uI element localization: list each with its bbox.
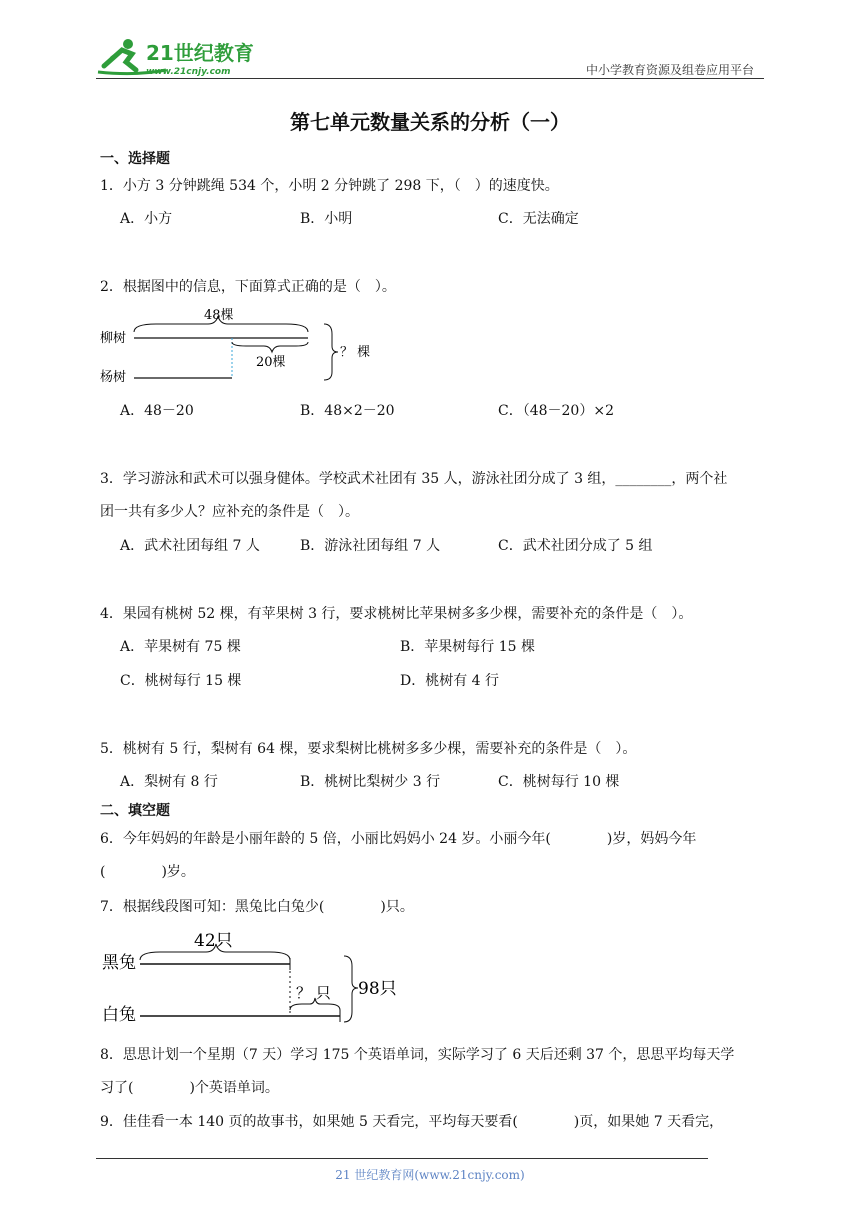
section-fill: 二、填空题 <box>100 803 170 819</box>
q1-option-c: C．无法确定 <box>498 211 579 227</box>
q3-option-b: B．游泳社团每组 7 人 <box>300 538 441 554</box>
footer-text: 21 世纪教育网(www.21cnjy.com) <box>335 1168 525 1182</box>
q3-option-a: A．武术社团每组 7 人 <box>120 538 260 554</box>
question-5: 5．桃树有 5 行，梨树有 64 棵，要求梨树比桃树多多少棵，需要补充的条件是（ ）。 <box>100 741 637 757</box>
page-title: 第七单元数量关系的分析（一） <box>290 110 570 134</box>
footer-divider <box>96 1158 708 1159</box>
q2-label-diff: 20棵 <box>256 355 286 370</box>
q1-option-b: B．小明 <box>300 211 353 227</box>
q7-label-question: ？ 只 <box>296 984 331 1002</box>
q2-option-c: C．（48－20）×2 <box>498 403 614 419</box>
question-4: 4．果园有桃树 52 棵，有苹果树 3 行，要求桃树比苹果树多多少棵，需要补充的条件是（ ）。 <box>100 606 693 622</box>
q3-option-c: C．武术社团分成了 5 组 <box>498 538 653 554</box>
q5-option-c: C．桃树每行 10 棵 <box>498 774 620 790</box>
q4-option-c: C．桃树每行 15 棵 <box>120 673 242 689</box>
q2-label-poplar: 杨树 <box>100 370 127 385</box>
question-1: 1．小方 3 分钟跳绳 534 个，小明 2 分钟跳了 298 下，（ ）的速度快。 <box>100 178 559 194</box>
q7-label-white: 白兔 <box>102 1005 136 1025</box>
q5-option-b: B．桃树比梨树少 3 行 <box>300 774 441 790</box>
q7-segment-diagram <box>96 924 416 1028</box>
q2-option-b: B．48×2－20 <box>300 403 395 419</box>
logo-text: 21世纪教育 <box>146 41 254 65</box>
question-8-line-1: 8．思思计划一个星期（7 天）学习 175 个英语单词，实际学习了 6 天后还剩 37 个，思思平均每天学 <box>100 1047 735 1063</box>
q4-option-a: A．苹果树有 75 棵 <box>120 639 241 655</box>
q2-option-a: A．48－20 <box>120 403 194 419</box>
q4-option-b: B．苹果树每行 15 棵 <box>400 639 536 655</box>
q2-label-top: 48棵 <box>204 308 234 323</box>
question-3-line-1: 3．学习游泳和武术可以强身健体。学校武术社团有 35 人，游泳社团分成了 3 组，________，两个社 <box>100 471 728 487</box>
logo-url: www.21cnjy.com <box>146 67 231 77</box>
question-8-line-2: 习了( )个英语单词。 <box>100 1080 279 1096</box>
runner-logo-icon <box>96 36 266 80</box>
question-2: 2．根据图中的信息，下面算式正确的是（ ）。 <box>100 279 396 295</box>
question-9-line-1: 9．佳佳看一本 140 页的故事书，如果她 5 天看完，平均每天要看( )页，如果她 7 天看完， <box>100 1114 724 1130</box>
q7-label-top: 42只 <box>194 931 233 951</box>
q7-label-total: 98只 <box>358 979 397 999</box>
question-6-line-1: 6．今年妈妈的年龄是小丽年龄的 5 倍，小丽比妈妈小 24 岁。小丽今年( )岁，妈妈今年 <box>100 831 697 847</box>
q4-option-d: D．桃树有 4 行 <box>400 673 500 689</box>
q2-label-willow: 柳树 <box>100 331 127 346</box>
q2-segment-diagram <box>96 302 396 392</box>
section-choice: 一、选择题 <box>100 151 170 167</box>
question-3-line-2: 团一共有多少人？应补充的条件是（ ）。 <box>100 504 359 520</box>
q7-label-black: 黑兔 <box>102 953 136 973</box>
brand-logo <box>96 36 266 80</box>
q5-option-a: A．梨树有 8 行 <box>120 774 218 790</box>
q1-option-a: A．小方 <box>120 211 173 227</box>
q2-label-question: ？ 棵 <box>340 345 371 360</box>
question-6-line-2: ( )岁。 <box>100 864 195 880</box>
header-divider <box>96 78 764 79</box>
platform-label: 中小学教育资源及组卷应用平台 <box>585 63 754 77</box>
question-7: 7．根据线段图可知：黑兔比白兔少( )只。 <box>100 899 414 915</box>
